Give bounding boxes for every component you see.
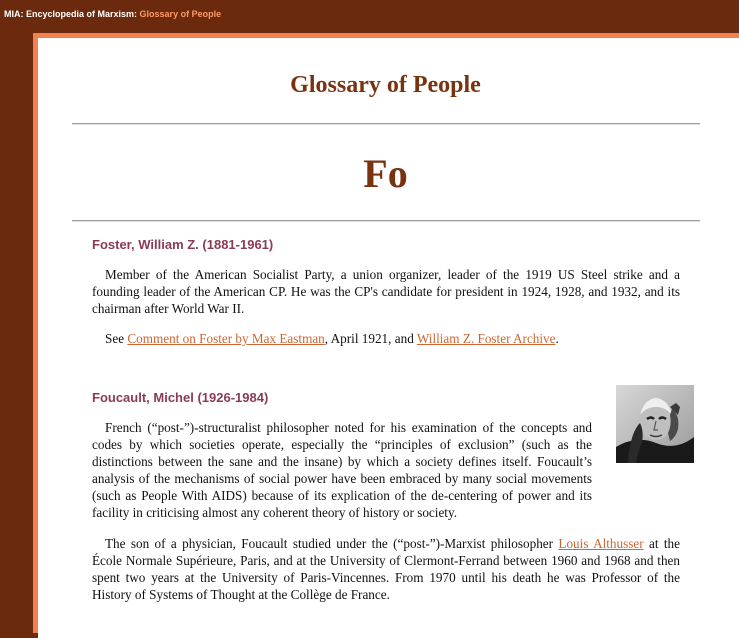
breadcrumb-separator: : (134, 9, 140, 19)
section-letter: Fo (363, 151, 408, 196)
paragraph-text: at the École Normale Supérieure, Paris, and at the University of Clermont-Ferrand between 1960 and 1968 and then spent two years at the University of Paris-Vincennes. From 1970 until his death he was Professor of the History of Systems of Thought at the Collège de France. (92, 536, 680, 602)
paragraph-text: The son of a physician, Foucault studied under the (“post-”)-Marxist philosopher (105, 536, 559, 551)
breadcrumb (0, 0, 739, 30)
divider (72, 220, 700, 222)
breadcrumb-mia-link[interactable]: MIA (4, 9, 21, 19)
see-end: . (555, 331, 559, 346)
portrait-photo-icon (616, 385, 694, 463)
see-mid: , April 1921, and (324, 331, 417, 346)
entry-paragraph: French (“post-”)-structuralist philosopher noted for his examination of the concepts and codes by which societies operate, especially the “principles of exclusion” (such as the distinctions between the sane and the insane) by which a society defines itself. Foucault’s analysis of the mechanisms of social power have been embraced by many social movements (such as People With AIDS) because of its explication of the de-centering of power and its facility in criticising almost any coherent theory of history or society. (92, 420, 592, 520)
entry-heading-foucault: Foucault, Michel (1926-1984) (92, 390, 269, 405)
breadcrumb-current: Glossary of People (139, 9, 222, 19)
louis-althusser-link[interactable]: Louis Althusser (558, 536, 644, 551)
divider (72, 123, 700, 125)
breadcrumb-encyclopedia-link[interactable]: Encyclopedia of Marxism (26, 9, 135, 19)
see-prefix: See (105, 331, 128, 346)
entry-heading-foster: Foster, William Z. (1881-1961) (92, 237, 274, 252)
breadcrumb-separator: : (20, 9, 26, 19)
entry-paragraph: Member of the American Socialist Party, a union organizer, leader of the 1919 US Steel strike and a founding leader of the American CP. He was the CP's candidate for president in 1924, 1928, and 1932, and its chairman after World War II. (92, 267, 680, 316)
entry-paragraph (92, 535, 680, 603)
page-title: Glossary of People (290, 72, 481, 98)
foster-archive-link[interactable]: William Z. Foster Archive (416, 331, 556, 346)
comment-on-foster-link[interactable]: Comment on Foster by Max Eastman (127, 331, 325, 346)
see-also-paragraph (92, 330, 680, 347)
